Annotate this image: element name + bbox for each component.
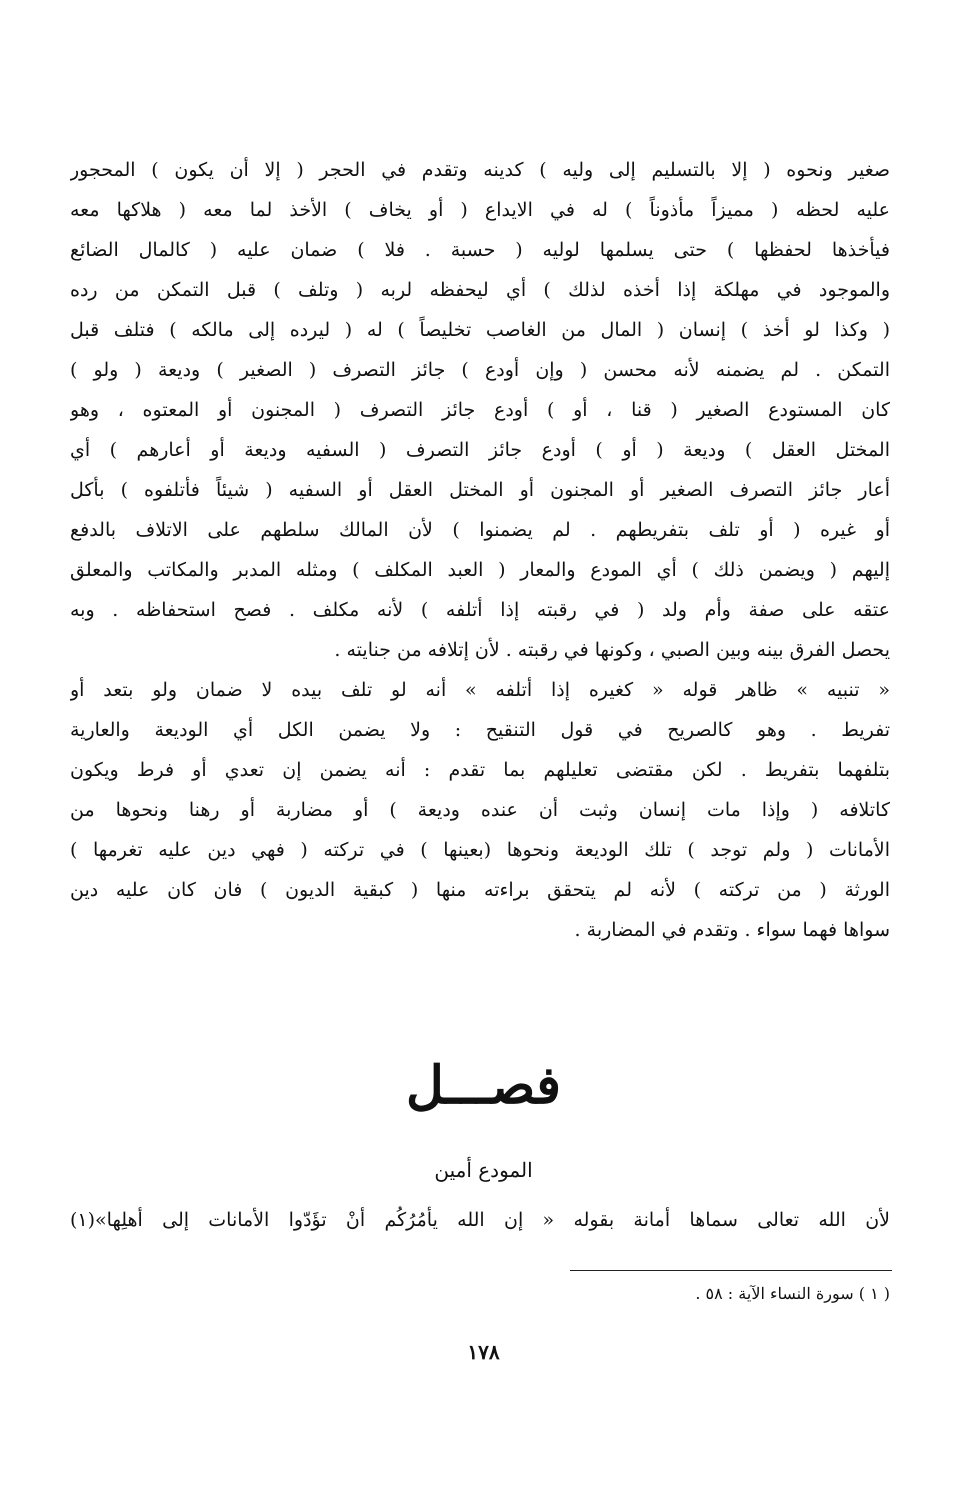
body-line: أعار جائز التصرف الصغير أو المجنون أو المختل العقل أو السفيه ( شيئاً فأتلفوه ) بأكل (70, 479, 890, 501)
body-line: كان المستودع الصغير ( قنا ، أو ) أودع جائز التصرف ( المجنون أو المعتوه ، وهو (70, 399, 890, 421)
body-line: التمكن . لم يضمنه لأنه محسن ( وإن أودع ) جائز التصرف ( الصغير ) وديعة ( ولو ) (70, 359, 890, 381)
body-line: يحصل الفرق بينه وبين الصبي ، وكونها في رقبته . لأن إتلافه من جنايته . (334, 639, 890, 661)
body-line: عليه لحظه ( مميزاً مأذوناً ) له في الايداع ( أو يخاف ) الأخذ لما معه ( هلاكها معه (70, 199, 890, 221)
body-line: فيأخذها لحفظها ) حتى يسلمها لوليه ( حسبة . فلا ) ضمان عليه ( كالمال الضائع (70, 239, 890, 261)
footnote-divider (570, 1270, 892, 1271)
body-line: تفريط . وهو كالصريح في قول التنقيح : ولا يضمن الكل أي الوديعة والعارية (70, 719, 890, 741)
page-number: ١٧٨ (467, 1340, 500, 1364)
body-line: عتقه على صفة وأم ولد ( في رقبته إذا أتلفه ) لأنه مكلف . فصح استحفاظه . وبه (70, 599, 890, 621)
body-line: « تنبيه » ظاهر قوله « كغيره إذا أتلفه » أنه لو تلف بيده لا ضمان ولو بتعد أو (70, 679, 890, 701)
body-line: ( وكذا لو أخذ ) إنسان ( المال من الغاصب تخليصاً ) له ( ليرده إلى مالكه ) فتلف قبل (70, 319, 890, 341)
section-subtitle: المودع أمين (434, 1158, 533, 1182)
body-line: الأمانات ( ولم توجد ) تلك الوديعة ونحوها (بعينها ) في تركته ( فهي دين عليه تغرمها ) (70, 839, 890, 861)
body-line: كاتلافه ( وإذا مات إنسان وثبت أن عنده وديعة ) أو مضاربة أو رهنا ونحوها من (70, 799, 890, 821)
body-line: إليهم ( ويضمن ذلك ) أي المودع والمعار ( العبد المكلف ) ومثله المدبر والمكاتب والمعلق (70, 559, 890, 581)
body-line: سواها فهما سواء . وتقدم في المضاربة . (574, 919, 890, 941)
section-heading: فصـــل (405, 1055, 562, 1116)
body-line: والموجود في مهلكة إذا أخذه لذلك ) أي ليحفظه لربه ( وتلف ) قبل التمكن من رده (70, 279, 890, 301)
body-line: بتلفهما بتفريط . لكن مقتضى تعليلهم بما تقدم : أنه يضمن إن تعدي أو فرط ويكون (70, 759, 890, 781)
body-text (70, 150, 890, 950)
body-line: أو غيره ( أو تلف بتفريطهم . لم يضمنوا ) لأن المالك سلطهم على الاتلاف بالدفع (70, 519, 890, 541)
body-line: المختل العقل ) وديعة ( أو ) أودع جائز التصرف ( السفيه وديعة أو أعارهم ) أي (70, 439, 890, 461)
body-line: الورثة ( من تركته ) لأنه لم يتحقق براءته منها ( كبقية الديون ) فان كان عليه دين (70, 879, 890, 901)
body-line: صغير ونحوه ( إلا بالتسليم إلى وليه ) كدينه وتقدم في الحجر ( إلا أن يكون ) المحجور (70, 159, 890, 181)
footnote: ( ١ ) سورة النساء الآية : ٥٨ . (695, 1284, 890, 1303)
section-text-line: لأن الله تعالى سماها أمانة بقوله « إن الله يأمُرُكُم أنْ تؤَدّوا الأمانات إلى أهلِها»(١) (70, 1209, 890, 1231)
